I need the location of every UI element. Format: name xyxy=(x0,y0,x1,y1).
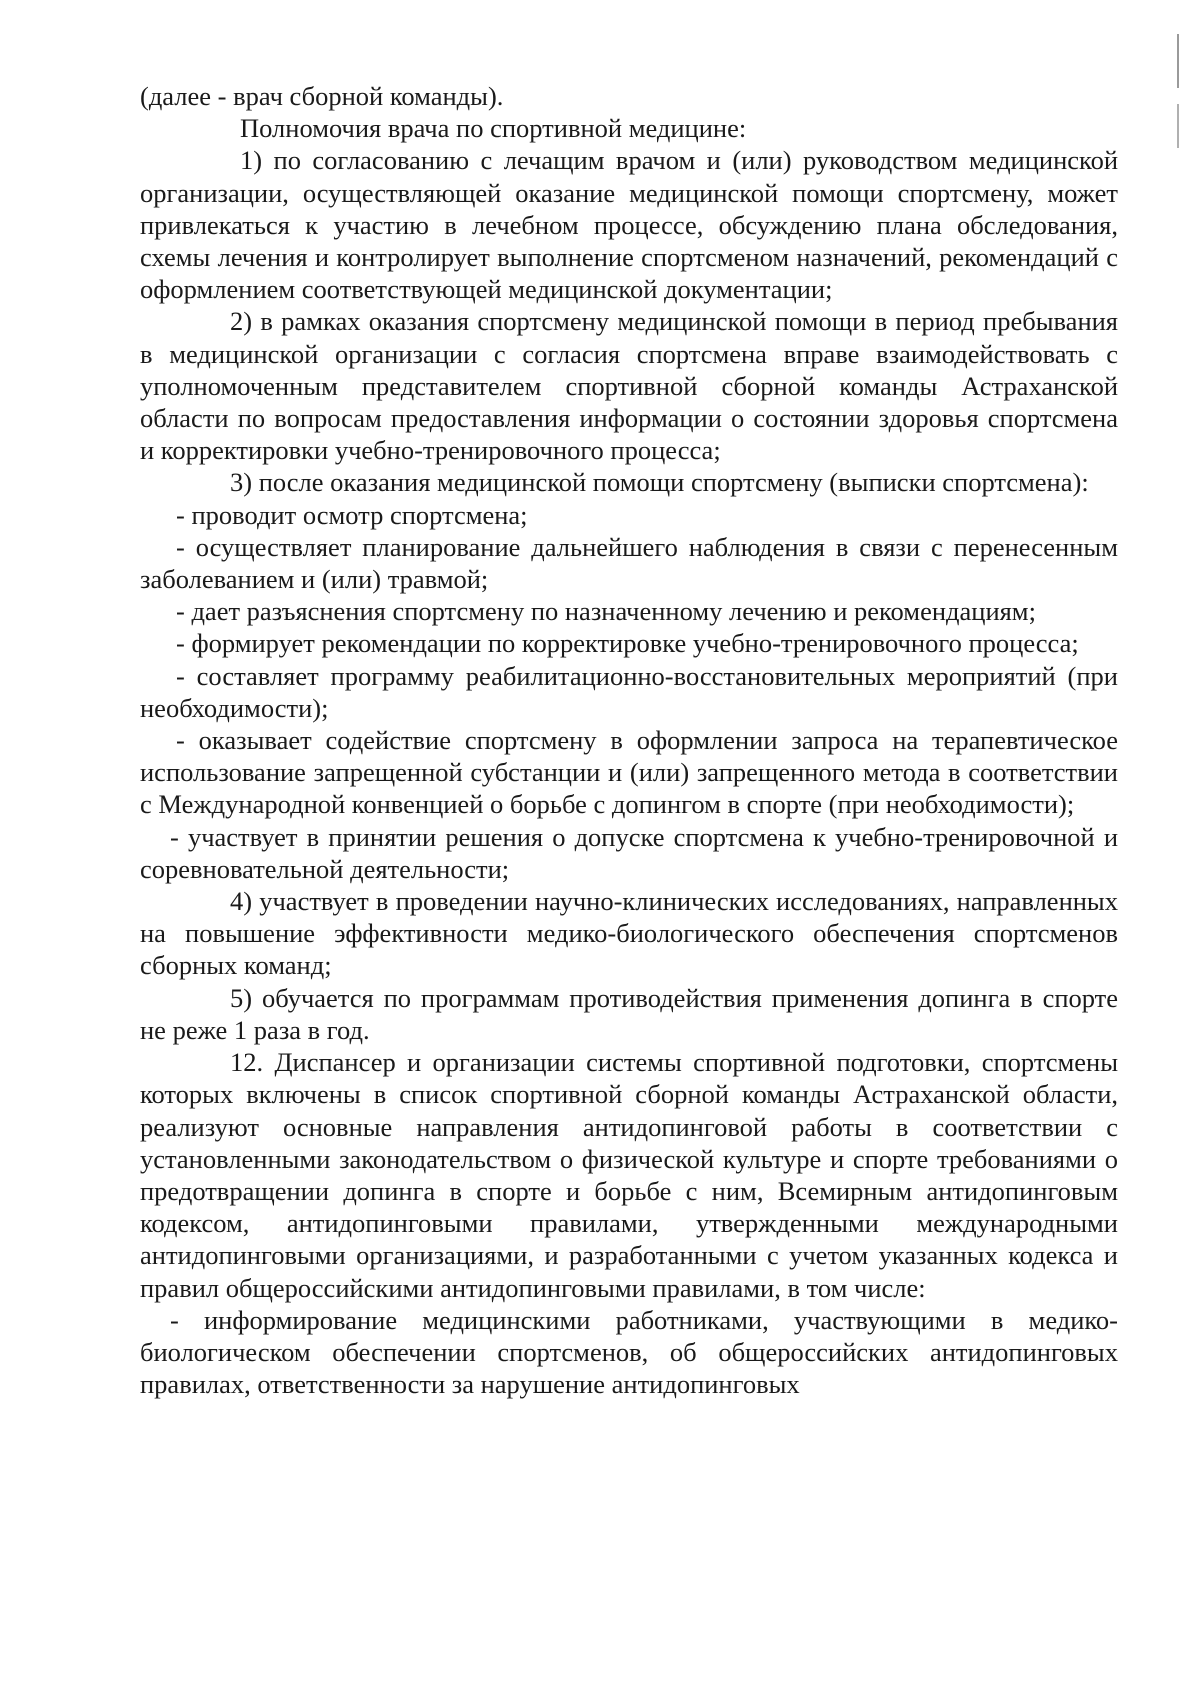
document-body xyxy=(140,80,1118,1400)
sub-item: - дает разъяснения спортсмену по назначенному лечению и рекомендациям; xyxy=(176,596,1036,627)
sub-item: - участвует в принятии решения о допуске спортсмена к учебно-тренировочной и соревновательной деятельности; xyxy=(140,821,1118,884)
list-item-1: 1) по согласованию с лечащим врачом и (или) руководством медицинской организации, осуществляющей оказание медицинской помощи спортсмену, может привлекаться к участию в лечебном процессе, обсуждению плана обследования, схемы лечения и контролирует выполнение спортсменом назначений, рекомендаций с оформлением соответствующей медицинской документации; xyxy=(140,145,1118,305)
section-12: 12. Диспансер и организации системы спортивной подготовки, спортсмены которых включены в список спортивной сборной команды Астраханской области, реализуют основные направления антидопинговой работы в соответствии с установленными законодательством о физической культуре и спорте требованиями о предотвращении допинга в спорте и борьбе с ним, Всемирным антидопинговым кодексом, антидопинговыми правилами, утвержденными международными антидопинговыми организациями, и разработанными с учетом указанных кодекса и правил общероссийскими антидопинговыми правилами, в том числе: xyxy=(140,1047,1118,1303)
list-item-5: 5) обучается по программам противодействия применения допинга в спорте не реже 1 раза в год. xyxy=(140,982,1118,1045)
sub-item: - проводит осмотр спортсмена; xyxy=(176,499,528,530)
sub-item: - информирование медицинскими работниками, участвующими в медико-биологическом обеспечении спортсменов, об общероссийских антидопинговых правилах, ответственности за нарушение антидопинговых xyxy=(140,1304,1118,1400)
paragraph-heading: Полномочия врача по спортивной медицине: xyxy=(240,113,747,144)
list-item-2: 2) в рамках оказания спортсмену медицинской помощи в период пребывания в медицинской организации с согласия спортсмена вправе взаимодействовать с уполномоченным представителем спортивной сборной команды Астраханской области по вопросам предоставления информации о состоянии здоровья спортсмена и корректировки учебно-тренировочного процесса; xyxy=(140,306,1118,466)
list-item-3: 3) после оказания медицинской помощи спортсмену (выписки спортсмена): xyxy=(230,467,1089,498)
sub-item: - оказывает содействие спортсмену в оформлении запроса на терапевтическое использование запрещенной субстанции и (или) запрещенного метода в соответствии с Международной конвенцией о борьбе с допингом в спорте (при необходимости); xyxy=(140,725,1118,820)
sub-item: - формирует рекомендации по корректировке учебно-тренировочного процесса; xyxy=(176,628,1079,659)
scan-edge-mark xyxy=(1177,34,1179,88)
sub-item: - осуществляет планирование дальнейшего наблюдения в связи с перенесенным заболеванием и (или) травмой; xyxy=(140,531,1118,595)
list-item-4: 4) участвует в проведении научно-клинических исследованиях, направленных на повышение эффективности медико-биологического обеспечения спортсменов сборных команд; xyxy=(140,886,1118,981)
paragraph-continuation: (далее - врач сборной команды). xyxy=(140,81,504,111)
sub-item: - составляет программу реабилитационно-восстановительных мероприятий (при необходимости); xyxy=(140,660,1118,723)
scan-edge-mark xyxy=(1177,104,1179,148)
